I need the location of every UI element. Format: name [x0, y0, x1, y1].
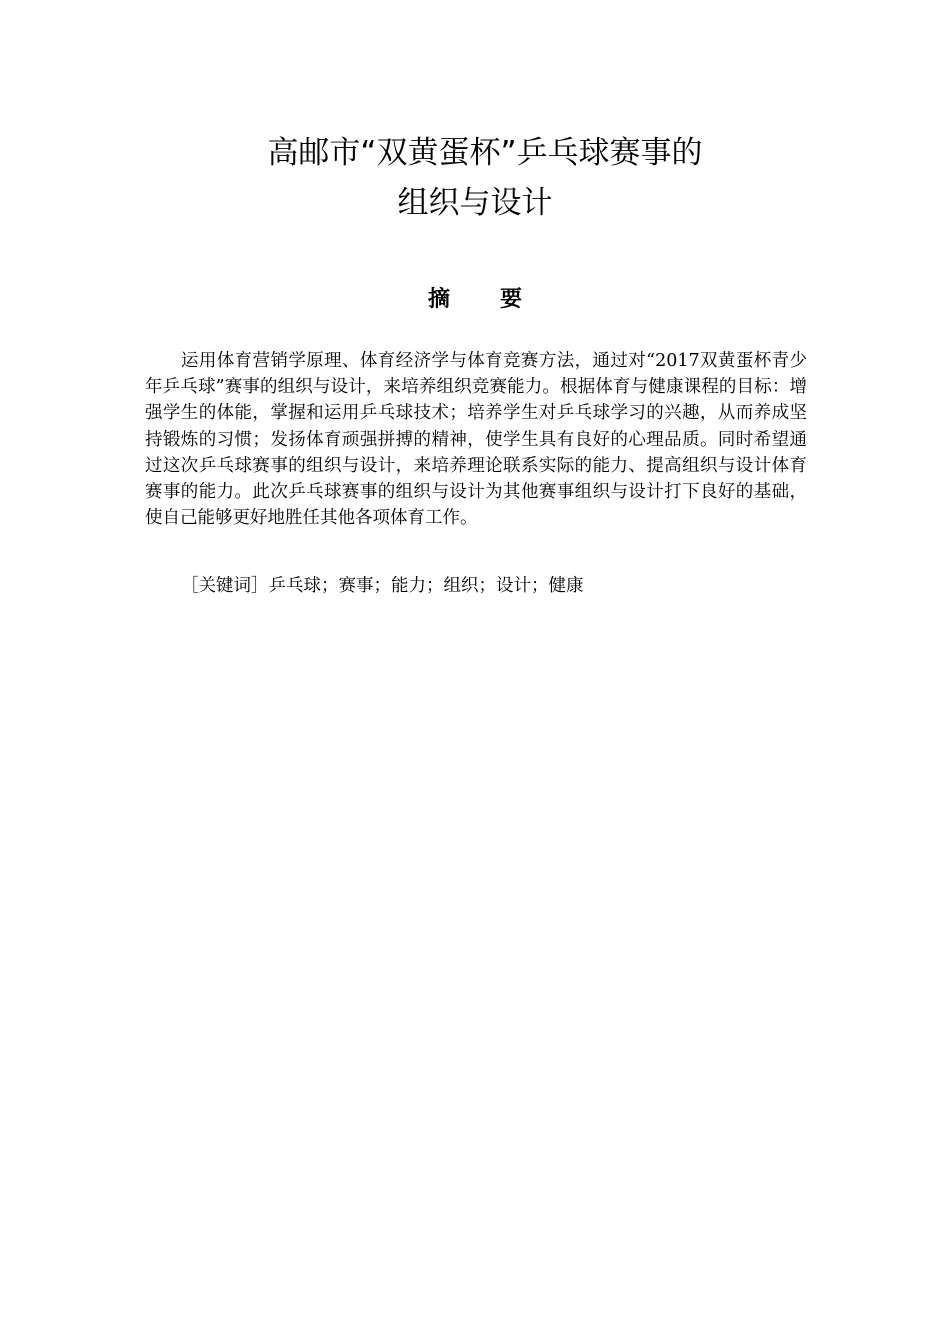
keywords-line	[181, 573, 801, 599]
abstract-body: 运用体育营销学原理、体育经济学与体育竞赛方法，通过对“2017双黄蛋杯青少年乒乓球”赛事的组织与设计，来培养组织竞赛能力。根据体育与健康课程的目标：增强学生的体能，掌握和运用乒乓球技术；培养学生对乒乓球学习的兴趣，从而养成坚持锻炼的习惯；发扬体育顽强拼搏的精神，使学生具有良好的心理品质。同时希望通过这次乒乓球赛事的组织与设计，来培养理论联系实际的能力、提高组织与设计体育赛事的能力。此次乒乓球赛事的组织与设计为其他赛事组织与设计打下良好的基础，使自己能够更好地胜任其他各项体育工作。	[145, 351, 807, 529]
abstract-heading: 摘要	[427, 287, 572, 312]
keywords-values: 乒乓球；赛事；能力；组织；设计；健康	[268, 576, 584, 596]
paper-title-line-2: 组织与设计	[397, 185, 553, 221]
keywords-label: ［关键词］	[181, 576, 269, 596]
paper-title-line-1: 高邮市“双黄蛋杯”乒乓球赛事的	[267, 135, 703, 171]
